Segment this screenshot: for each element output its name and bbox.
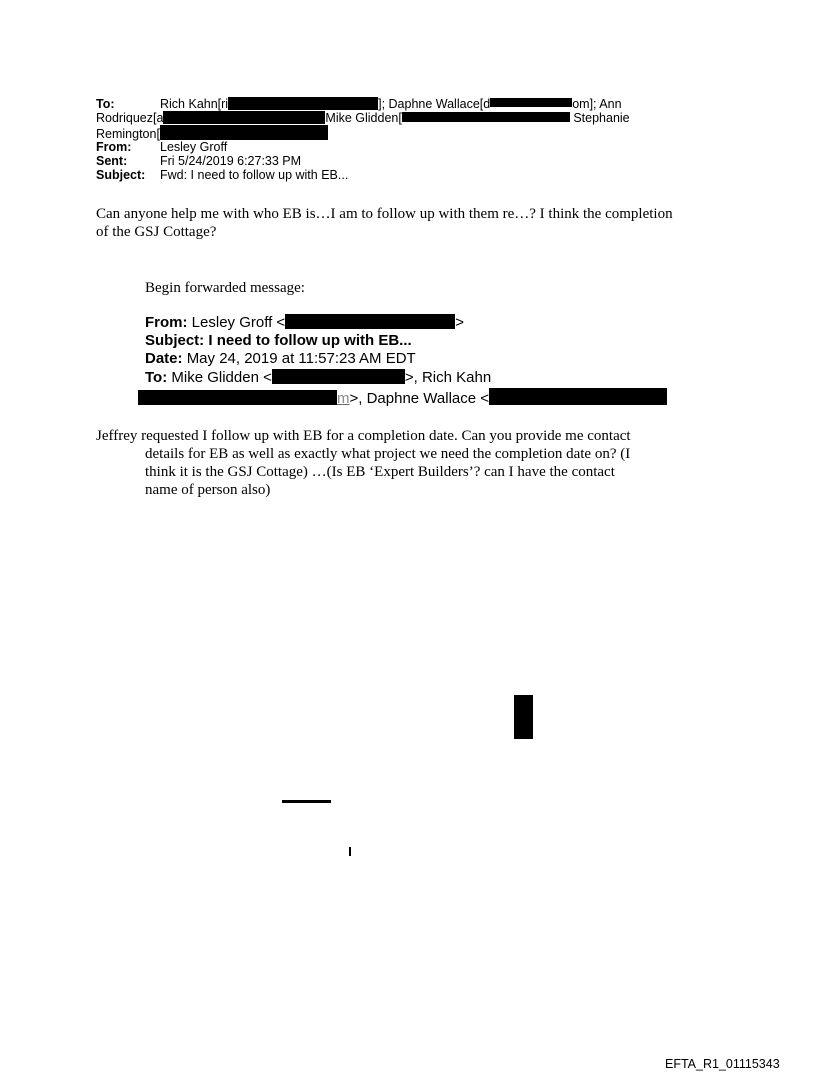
forward-to-value-part-2: >, Rich Kahn	[404, 369, 492, 386]
to-label: To:	[96, 97, 115, 111]
forward-to-line-1	[145, 369, 491, 387]
message-line-2: details for EB as well as exactly what project we need the completion date on? (I	[145, 446, 631, 462]
to-value-part-1: Rich Kahn[ri	[160, 97, 229, 111]
forward-date-label: Date:	[145, 350, 183, 367]
to-value-part-7: Remington[	[96, 127, 160, 141]
redaction-bar	[490, 98, 572, 107]
from-value: Lesley Groff	[160, 140, 228, 154]
body-line-1: Can anyone help me with who EB is…I am to follow up with them re…? I think the completion	[96, 206, 673, 222]
header-from-line	[96, 141, 227, 154]
to-value-part-4: Rodriquez[a	[96, 111, 164, 125]
forward-subject-value: I need to follow up with EB...	[208, 332, 412, 349]
to-value-part-5: Mike Glidden[	[325, 111, 402, 125]
forward-intro: Begin forwarded message:	[145, 280, 305, 296]
sent-label: Sent:	[96, 154, 128, 168]
redaction-block	[514, 695, 533, 739]
forward-to-label: To:	[145, 369, 168, 386]
redaction-tick	[349, 847, 351, 856]
redaction-bar	[285, 314, 455, 329]
forward-to-value-part-1: Mike Glidden <	[171, 369, 272, 386]
from-label: From:	[96, 140, 132, 154]
forward-from-label: From:	[145, 314, 188, 331]
sent-value: Fri 5/24/2019 6:27:33 PM	[160, 154, 302, 168]
header-to-line-2	[96, 111, 630, 125]
forward-from-value: Lesley Groff <	[191, 314, 286, 331]
redaction-bar	[402, 112, 570, 122]
message-line-3: think it is the GSJ Cottage) …(Is EB ‘Expert Builders’? can I have the contact	[145, 464, 615, 480]
forward-from-close: >	[455, 314, 464, 331]
subject-value: Fwd: I need to follow up with EB...	[160, 168, 349, 182]
forward-date-line	[145, 350, 416, 368]
forward-subject-label: Subject:	[145, 332, 205, 349]
redaction-bar	[228, 97, 378, 110]
to-value-part-2: ]; Daphne Wallace[d	[378, 97, 491, 111]
header-to-line-1	[96, 97, 622, 111]
forward-subject-line	[145, 332, 412, 350]
header-sent-line	[96, 155, 301, 168]
redaction-line	[282, 800, 331, 803]
redaction-bar	[163, 111, 325, 124]
message-line-4: name of person also)	[145, 482, 271, 498]
forward-to-value-part-3: >, Daphne Wallace <	[349, 390, 490, 407]
redaction-bar	[272, 369, 405, 384]
header-to-line-3	[96, 125, 328, 141]
subject-label: Subject:	[96, 168, 146, 182]
to-value-part-3: om]; Ann	[572, 97, 622, 111]
forward-to-email-fragment: m	[337, 390, 350, 407]
redaction-bar	[489, 388, 667, 405]
forward-from-line	[145, 314, 464, 332]
body-line-2: of the GSJ Cottage?	[96, 224, 217, 240]
to-value-part-6: Stephanie	[573, 111, 630, 125]
header-subject-line	[96, 169, 348, 182]
redaction-bar	[138, 390, 337, 405]
document-id: EFTA_R1_01115343	[665, 1057, 780, 1071]
message-line-1: Jeffrey requested I follow up with EB for a completion date. Can you provide me contact	[96, 428, 631, 444]
redaction-bar	[160, 125, 328, 140]
forward-to-line-2	[138, 388, 667, 408]
forward-date-value: May 24, 2019 at 11:57:23 AM EDT	[186, 350, 416, 367]
